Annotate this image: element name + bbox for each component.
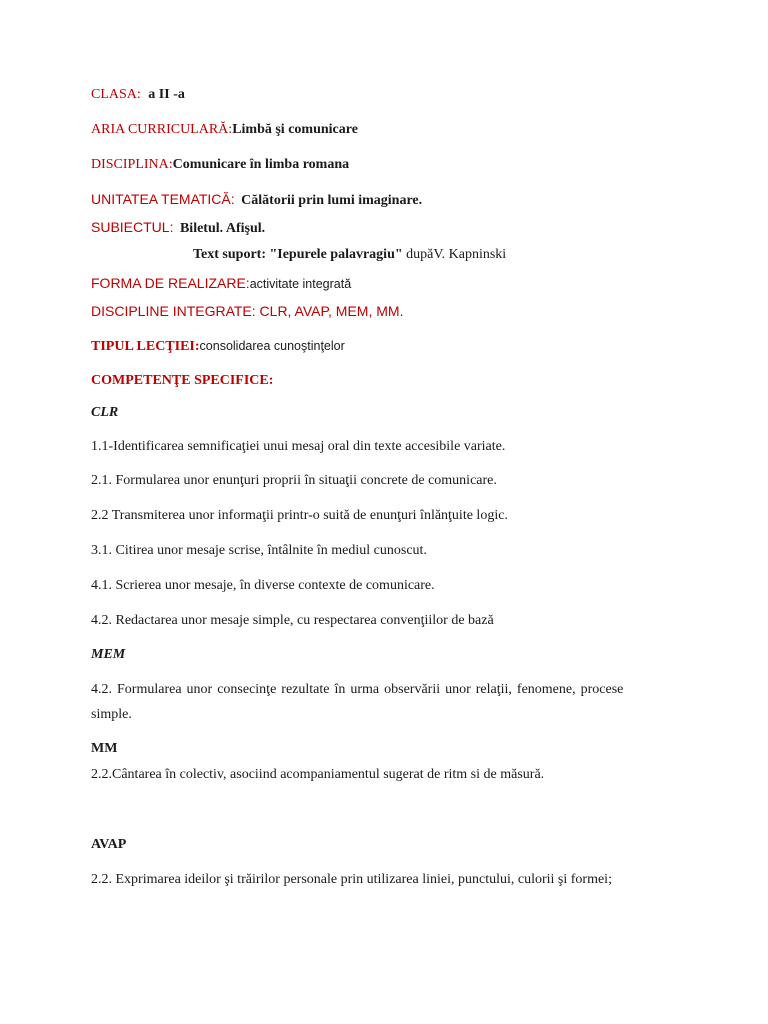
- text-suport-rest: dupăV. Kapninski: [406, 247, 507, 262]
- discipline-label: DISCIPLINE INTEGRATE: CLR, AVAP, MEM, MM.: [91, 303, 404, 319]
- clr-item: 4.1. Scrierea unor mesaje, în diverse contexte de comunicare.: [91, 578, 435, 593]
- subiectul-label: SUBIECTUL:: [91, 219, 174, 235]
- discipline-line: [91, 302, 403, 322]
- text-suport-label: Text suport:: [193, 247, 266, 262]
- forma-line: [91, 274, 351, 294]
- unitatea-line: [91, 190, 422, 210]
- clr-item: 4.2. Redactarea unor mesaje simple, cu respectarea convenţiilor de bază: [91, 613, 494, 628]
- mem-heading: MEM: [91, 647, 126, 662]
- aria-label: ARIA CURRICULARĂ:: [91, 122, 233, 137]
- subiectul-line: [91, 218, 265, 238]
- clasa-label: CLASA:: [91, 87, 141, 102]
- disciplina-value: Comunicare în limba romana: [172, 157, 350, 172]
- mm-heading: MM: [91, 741, 118, 756]
- avap-heading: AVAP: [91, 837, 127, 852]
- clasa-value: a II -a: [148, 87, 185, 102]
- tipul-line: [91, 337, 345, 356]
- unitatea-label: UNITATEA TEMATICĂ:: [91, 191, 235, 207]
- mm-item: 2.2.Cântarea în colectiv, asociind acompaniamentul sugerat de ritm si de măsură.: [91, 767, 545, 782]
- avap-item: 2.2. Exprimarea ideilor şi trăirilor personale prin utilizarea liniei, punctului, culorii şi formei;: [91, 872, 612, 887]
- clr-heading: CLR: [91, 405, 119, 420]
- clasa-line: [91, 86, 185, 104]
- mem-item-line2: simple.: [91, 707, 132, 722]
- mem-item-line1: 4.2. Formularea unor consecinţe rezultate în urma observării unor relaţii, fenomene, procese: [91, 682, 624, 697]
- competente-heading: COMPETENŢE SPECIFICE:: [91, 373, 274, 388]
- aria-line: [91, 121, 358, 139]
- tipul-label: TIPUL LECŢIEI:: [91, 339, 200, 354]
- aria-value: Limbă şi comunicare: [232, 122, 358, 137]
- clr-item: 3.1. Citirea unor mesaje scrise, întâlnite în mediul cunoscut.: [91, 543, 427, 558]
- forma-value: activitate integrată: [249, 277, 352, 291]
- clr-item: 2.1. Formularea unor enunţuri proprii în situaţii concrete de comunicare.: [91, 473, 497, 488]
- text-suport-title: "Iepurele palavragiu": [269, 247, 403, 262]
- text-suport-line: [193, 246, 506, 264]
- tipul-value: consolidarea cunoştinţelor: [199, 339, 345, 353]
- unitatea-value: Călătorii prin lumi imaginare.: [241, 193, 423, 208]
- disciplina-line: [91, 156, 349, 174]
- clr-item: 1.1-Identificarea semnificaţiei unui mesaj oral din texte accesibile variate.: [91, 439, 506, 454]
- clr-item: 2.2 Transmiterea unor informaţii printr-o suită de enunţuri înlănţuite logic.: [91, 508, 508, 523]
- subiectul-value: Biletul. Afişul.: [179, 221, 266, 236]
- forma-label: FORMA DE REALIZARE:: [91, 275, 250, 291]
- disciplina-label: DISCIPLINA:: [91, 157, 173, 172]
